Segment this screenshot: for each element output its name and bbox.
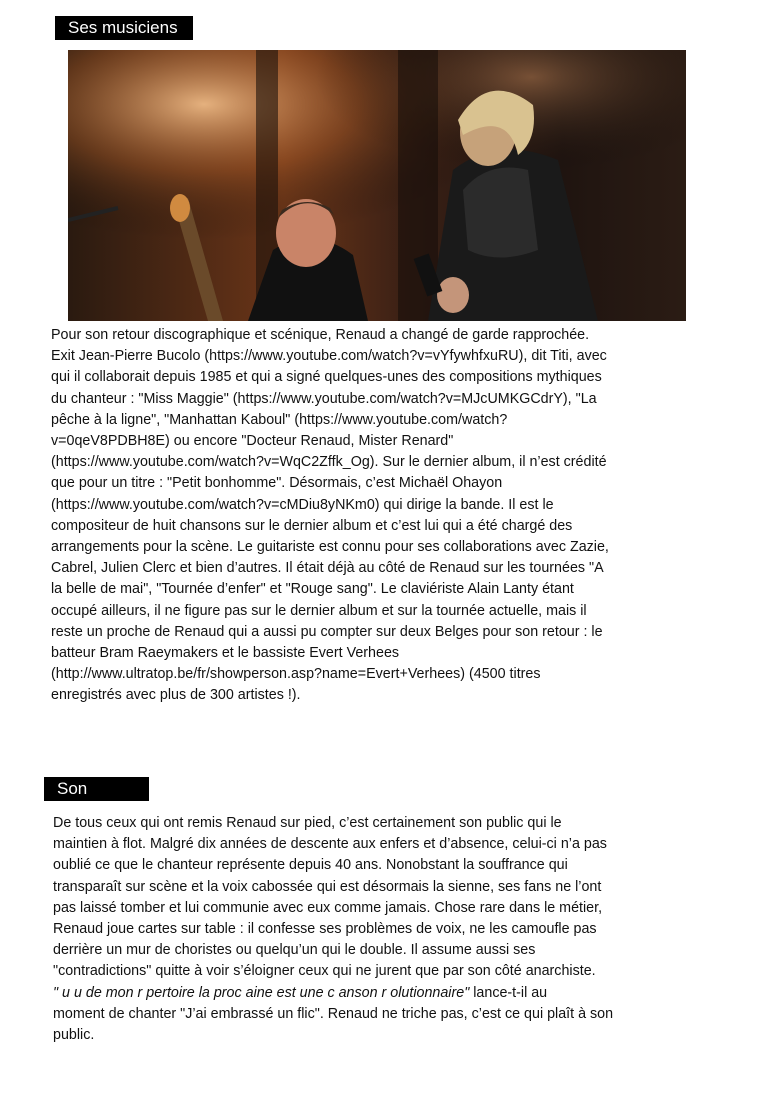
concert-photo — [68, 50, 686, 321]
text-line: occupé ailleurs, il ne figure pas sur le dernier album et sur la tournée actuelle, mais il — [51, 602, 587, 619]
text-line: (https://www.youtube.com/watch?v=cMDiu8yNKm0) qui dirige la bande. Il est le — [51, 496, 554, 513]
text-line: maintien à flot. Malgré dix années de descente aux enfers et d’absence, celui-ci n’a pas — [53, 836, 607, 853]
text-line: reste un proche de Renaud qui a aussi pu compter sur deux Belges pour son retour : le — [51, 623, 603, 640]
text-line: Pour son retour discographique et scénique, Renaud a changé de garde rapprochée. — [51, 327, 590, 343]
public-paragraph — [53, 813, 613, 1046]
section-heading-musicians: Ses musiciens — [55, 16, 193, 40]
text-line: transparaît sur scène et la voix cabossée qui est désormais la sienne, ses fans ne l’ont — [53, 878, 602, 895]
text-line: pas laissé tomber et lui communie avec eux comme jamais. Chose rare dans le métier, — [53, 899, 603, 916]
text-line: enregistrés avec plus de 300 artistes !). — [51, 687, 301, 704]
text-line: pêche à la ligne", "Manhattan Kaboul" (https://www.youtube.com/watch? — [51, 411, 508, 428]
text-line: oublié ce que le chanteur représente depuis 40 ans. Nonobstant la souffrance qui — [53, 857, 568, 874]
song-quote: " u u de mon r pertoire la proc aine est une c anson r olutionnaire" — [53, 984, 470, 1001]
text-line: Renaud joue cartes sur table : il confesse ses problèmes de voix, ne les camoufle pas — [53, 921, 597, 938]
text-line: batteur Bram Raeymakers et le bassiste Evert Verhees — [51, 645, 400, 662]
text-line: arrangements pour la scène. Le guitariste est connu pour ses collaborations avec Zazie, — [51, 539, 609, 556]
text-line: moment de chanter "J’ai embrassé un flic". Renaud ne triche pas, c’est ce qui plaît à son — [53, 1005, 614, 1022]
text-line: "contradictions" quitte à voir s’éloigner ceux qui ne jurent que par son côté anarchiste. — [53, 963, 596, 980]
text-line: Exit Jean-Pierre Bucolo (https://www.youtube.com/watch?v=vYfywhfxuRU), dit Titi, avec — [51, 348, 607, 365]
text-line: v=0qeV8PDBH8E) ou encore "Docteur Renaud, Mister Renard" — [51, 433, 454, 450]
text-line: (http://www.ultratop.be/fr/showperson.asp?name=Evert+Verhees) (4500 titres — [51, 666, 541, 683]
text-line: (https://www.youtube.com/watch?v=WqC2Zffk_Og). Sur le dernier album, il n’est crédité — [51, 454, 607, 471]
text-line: derrière un mur de choristes ou quelqu’un qui le double. Il assume aussi ses — [53, 942, 536, 959]
text-line-quote — [53, 983, 613, 1004]
text-line: De tous ceux qui ont remis Renaud sur pied, c’est certainement son public qui le — [53, 815, 562, 831]
musicians-paragraph — [51, 325, 609, 707]
text-line: du chanteur : "Miss Maggie" (https://www.youtube.com/watch?v=MJcUMKGCdrY), "La — [51, 390, 597, 407]
text-line: que pour un titre : "Petit bonhomme". Désormais, c’est Michaël Ohayon — [51, 475, 503, 492]
text-line: public. — [53, 1027, 95, 1044]
quote-continuation: lance-t-il au — [469, 984, 548, 1001]
text-line: compositeur de huit chansons sur le dernier album et c’est lui qui a été chargé des — [51, 517, 573, 534]
section-heading-public: Son public — [44, 777, 149, 801]
text-line: la belle de mai", "Tournée d’enfer" et "Rouge sang". Le claviériste Alain Lanty étant — [51, 581, 574, 598]
text-line: qui il collaborait depuis 1985 et qui a signé quelques-unes des compositions mythiques — [51, 369, 602, 386]
text-line: Cabrel, Julien Clerc et bien d’autres. Il était déjà au côté de Renaud sur les tournées "A — [51, 560, 604, 577]
